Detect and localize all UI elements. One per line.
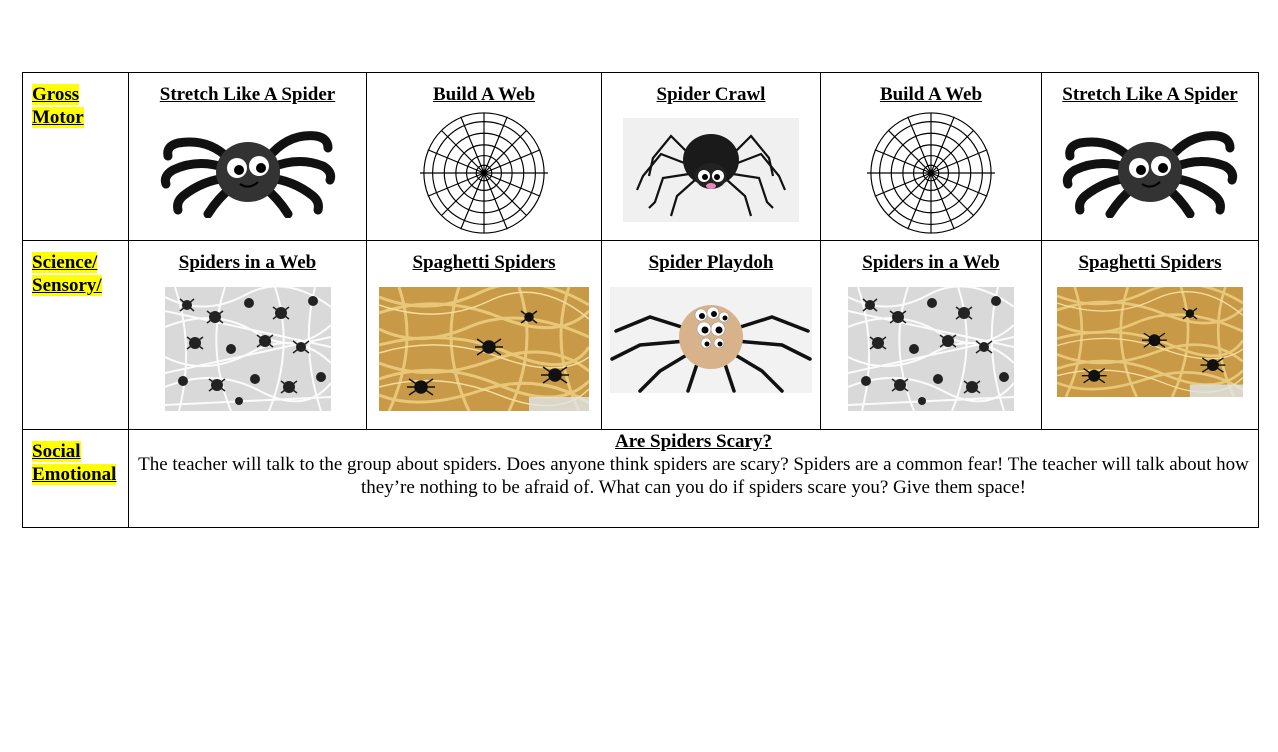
spaghetti-spiders-photo	[1057, 287, 1243, 397]
activity-cell	[821, 241, 1042, 430]
activity-title: Spaghetti Spiders	[1078, 252, 1222, 273]
spider-playdoh-photo	[610, 287, 812, 393]
activity-title: Spider Crawl	[656, 84, 766, 105]
spider-web-icon	[416, 110, 552, 236]
gross-motor-row	[23, 73, 1259, 241]
spiders-in-web-photo	[165, 287, 331, 411]
gross-motor-label-line2: Motor	[32, 107, 84, 128]
social-emotional-label-cell	[23, 430, 129, 528]
activity-cell	[821, 73, 1042, 241]
activity-title: Stretch Like A Spider	[159, 84, 336, 105]
activity-cell	[367, 241, 602, 430]
lesson-plan-table	[22, 72, 1259, 528]
activity-cell	[129, 73, 367, 241]
social-label-line2: Emotional	[32, 464, 117, 485]
activity-title: Spiders in a Web	[178, 252, 317, 273]
cartoon-spider-icon	[1060, 118, 1240, 218]
activity-title: Build A Web	[432, 84, 536, 105]
science-sensory-row	[23, 241, 1259, 430]
social-activity-title: Are Spiders Scary?	[615, 431, 772, 452]
social-label-line1: Social	[32, 441, 81, 462]
activity-title: Stretch Like A Spider	[1062, 84, 1238, 105]
spiders-in-web-photo	[848, 287, 1014, 411]
activity-title: Spider Playdoh	[648, 252, 774, 273]
science-label-line2: Sensory/	[32, 275, 102, 296]
spider-web-icon	[863, 110, 999, 236]
activity-cell	[602, 241, 821, 430]
activity-cell	[367, 73, 602, 241]
activity-cell	[1042, 73, 1259, 241]
activity-cell	[1042, 241, 1259, 430]
activity-title: Spaghetti Spiders	[412, 252, 556, 273]
science-sensory-label-cell	[23, 241, 129, 430]
activity-cell	[602, 73, 821, 241]
social-emotional-row	[23, 430, 1259, 528]
spaghetti-spiders-photo	[379, 287, 589, 411]
gross-motor-label-line1: Gross	[32, 84, 80, 105]
science-label-line1: Science/	[32, 252, 98, 273]
crawling-spider-icon	[623, 118, 799, 222]
gross-motor-label-cell	[23, 73, 129, 241]
cartoon-spider-icon	[158, 118, 338, 218]
activity-title: Build A Web	[879, 84, 983, 105]
activity-cell	[129, 241, 367, 430]
social-emotional-content	[129, 430, 1259, 528]
social-activity-description: The teacher will talk to the group about spiders. Does anyone think spiders are scary? Spiders are a common fear! The teacher will talk about how they’re nothing to be afraid of. What can you do if spiders scare you? Give them space!	[138, 454, 1249, 498]
activity-title: Spiders in a Web	[862, 252, 1000, 273]
